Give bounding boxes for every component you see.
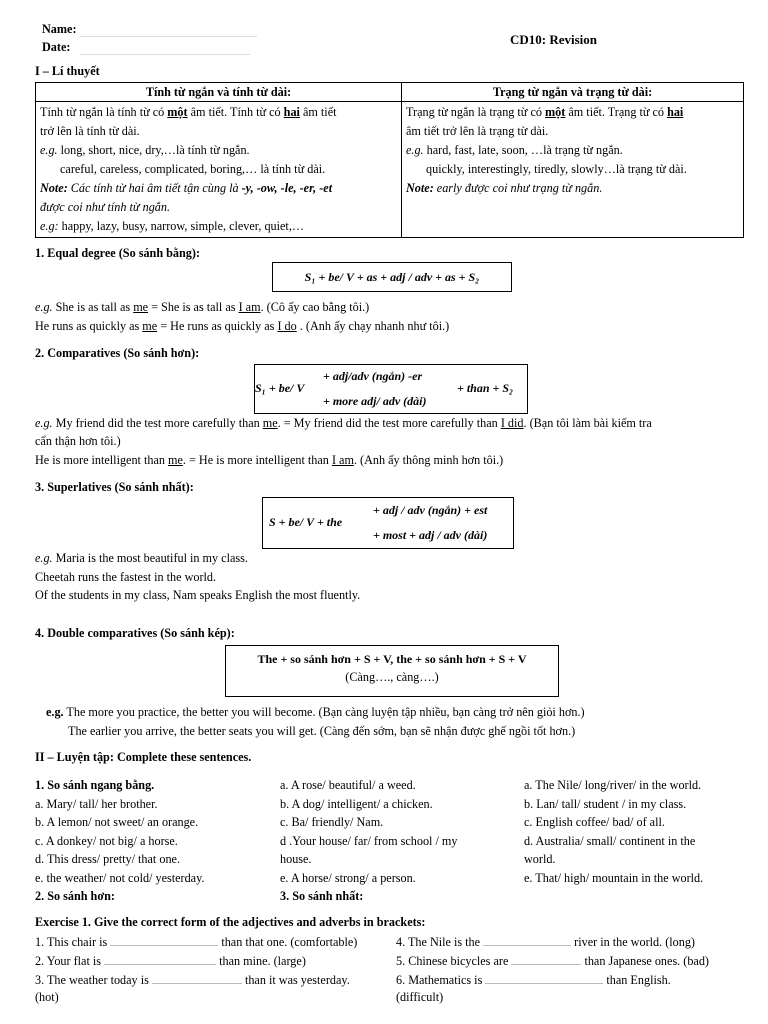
comparative-formula-left: S₁ + be/ V bbox=[255, 381, 305, 395]
date-label: Date: bbox=[42, 40, 71, 54]
adj-line-7: e.g: happy, lazy, busy, narrow, simple, clever, quiet,… bbox=[40, 219, 305, 233]
practice-item: c. Ba/ friendly/ Nam. bbox=[280, 815, 384, 829]
superlative-example-3: Of the students in my class, Nam speaks English the most fluently. bbox=[35, 588, 361, 602]
equal-example-1: e.g. She is as tall as me = She is as tall as I am. (Cô ấy cao bằng tôi.) bbox=[35, 300, 370, 314]
date-field[interactable] bbox=[80, 54, 250, 55]
adj-line-4: careful, careless, complicated, boring,… là tính từ dài. bbox=[60, 162, 326, 176]
comparative-example-2: He is more intelligent than me. = He is more intelligent than I am. (Anh ấy thông minh hơn tôi.) bbox=[35, 453, 504, 467]
practice-item: e. That/ high/ mountain in the world. bbox=[524, 870, 704, 885]
practice-column-1 bbox=[35, 776, 204, 906]
practice-item: d. Australia/ small/ continent in the bbox=[524, 833, 696, 848]
comparative-heading: 2. Comparatives (So sánh hơn): bbox=[35, 346, 200, 360]
adv-line-1: Trạng từ ngắn là trạng từ có một âm tiết. Trạng từ có hai bbox=[406, 105, 684, 119]
equal-heading: 1. Equal degree (So sánh bằng): bbox=[35, 246, 201, 260]
exercise1-heading: Exercise 1. Give the correct form of the adjectives and adverbs in brackets: bbox=[35, 915, 426, 929]
adjectives-header: Tính từ ngắn và tính từ dài: bbox=[36, 83, 402, 102]
equal-formula-box bbox=[272, 262, 512, 292]
adjectives-cell bbox=[36, 102, 402, 238]
answer-blank[interactable] bbox=[110, 934, 218, 946]
equal-example-2: He runs as quickly as me = He runs as quickly as I do . (Anh ấy chạy nhanh như tôi.) bbox=[35, 319, 450, 333]
answer-blank[interactable] bbox=[104, 953, 216, 965]
practice-col2-footer: 3. So sánh nhất: bbox=[280, 889, 364, 903]
exercise1-q4: 4. The Nile is the river in the world. (long) bbox=[396, 935, 695, 949]
practice-item: house. bbox=[280, 852, 312, 866]
double-formula-meaning: (Càng…., càng….) bbox=[345, 670, 439, 684]
exercise1-q3: 3. The weather today is than it was yesterday. bbox=[35, 973, 350, 987]
practice-item: d. This dress/ pretty/ that one. bbox=[35, 852, 180, 866]
comparative-formula-box bbox=[254, 364, 528, 414]
superlative-formula-left: S + be/ V + the bbox=[269, 515, 343, 529]
practice-item: a. The Nile/ long/river/ in the world. bbox=[524, 778, 702, 792]
comparative-formula-bottom: + more adj/ adv (dài) bbox=[323, 394, 427, 408]
practice-item: b. A lemon/ not sweet/ an orange. bbox=[35, 815, 199, 829]
adj-line-2: trở lên là tính từ dài. bbox=[40, 124, 140, 138]
adv-note: Note: early được coi như trạng từ ngắn. bbox=[406, 181, 603, 195]
adj-line-3: e.g. long, short, nice, dry,…là tính từ ngắn. bbox=[40, 143, 250, 157]
practice-item: a. A rose/ beautiful/ a weed. bbox=[280, 778, 416, 792]
practice-item: a. Mary/ tall/ her brother. bbox=[35, 796, 158, 811]
adv-line-3: e.g. hard, fast, late, soon, …là trạng từ ngắn. bbox=[406, 143, 623, 157]
equal-formula: S₁ + be/ V + as + adj / adv + as + S₂ bbox=[304, 270, 480, 284]
answer-blank[interactable] bbox=[152, 972, 242, 984]
adj-line-1: Tính từ ngắn là tính từ có một âm tiết. Tính từ có hai âm tiết bbox=[40, 105, 337, 119]
theory-table bbox=[35, 82, 744, 238]
comparative-example-1-cont: cẩn thận hơn tôi.) bbox=[35, 434, 121, 448]
adv-line-4: quickly, interestingly, tiredly, slowly…là trạng từ dài. bbox=[426, 162, 687, 176]
comparative-formula-right: + than + S₂ bbox=[457, 381, 514, 395]
adverbs-header: Trạng từ ngắn và trạng từ dài: bbox=[402, 83, 744, 102]
practice-col1-title: 1. So sánh ngang bằng. bbox=[35, 778, 155, 792]
superlative-formula-box bbox=[262, 497, 514, 549]
practice-item: b. Lan/ tall/ student / in my class. bbox=[524, 796, 687, 811]
comparative-example-1: e.g. My friend did the test more carefully than me. = My friend did the test more carefully than I did. (Bạn tôi làm bài kiểm tra bbox=[35, 416, 652, 430]
adj-line-6: được coi như tính từ ngắn. bbox=[40, 200, 171, 214]
superlative-example-1: e.g. Maria is the most beautiful in my class. bbox=[35, 551, 248, 565]
adj-note: Note: Các tính từ hai âm tiết tận cùng là -y, -ow, -le, -er, -et bbox=[40, 181, 333, 195]
adverbs-cell bbox=[402, 102, 744, 238]
practice-column-2 bbox=[280, 776, 458, 906]
double-example-1: e.g. The more you practice, the better you will become. (Bạn càng luyện tập nhiều, bạn càng trở nên giỏi hơn.) bbox=[46, 705, 585, 719]
practice-item: e. A horse/ strong/ a person. bbox=[280, 870, 416, 885]
practice-item: world. bbox=[524, 852, 556, 866]
adv-line-2: âm tiết trở lên là trạng từ dài. bbox=[406, 124, 549, 138]
practice-column-3 bbox=[524, 776, 703, 887]
superlative-formula-bottom: + most + adj / adv (dài) bbox=[373, 528, 488, 542]
page-title: CD10: Revision bbox=[510, 32, 598, 47]
superlative-formula-top: + adj / adv (ngắn) + est bbox=[373, 503, 488, 517]
practice-col1-footer: 2. So sánh hơn: bbox=[35, 889, 115, 903]
exercise1-q2: 2. Your flat is than mine. (large) bbox=[35, 954, 306, 968]
exercise1-q6-cont: (difficult) bbox=[396, 990, 444, 1004]
comparative-formula-top: + adj/adv (ngắn) -er bbox=[323, 369, 423, 383]
exercise1-q6: 6. Mathematics is than English. bbox=[396, 973, 671, 987]
practice-item: d .Your house/ far/ from school / my bbox=[280, 833, 458, 848]
name-label: Name: bbox=[42, 22, 77, 36]
practice-heading: II – Luyện tập: Complete these sentences. bbox=[35, 750, 252, 764]
answer-blank[interactable] bbox=[511, 953, 581, 965]
double-heading: 4. Double comparatives (So sánh kép): bbox=[35, 626, 235, 640]
answer-blank[interactable] bbox=[485, 972, 603, 984]
practice-item: c. English coffee/ bad/ of all. bbox=[524, 815, 665, 829]
practice-item: e. the weather/ not cold/ yesterday. bbox=[35, 870, 205, 885]
exercise1-q5: 5. Chinese bicycles are than Japanese ones. (bad) bbox=[396, 954, 709, 968]
theory-heading: I – Lí thuyết bbox=[35, 64, 100, 78]
superlative-heading: 3. Superlatives (So sánh nhất): bbox=[35, 480, 194, 494]
practice-item: c. A donkey/ not big/ a horse. bbox=[35, 833, 178, 848]
superlative-example-2: Cheetah runs the fastest in the world. bbox=[35, 570, 217, 584]
exercise1-q1: 1. This chair is than that one. (comfortable) bbox=[35, 935, 358, 949]
double-example-2: The earlier you arrive, the better seats you will get. (Càng đến sớm, bạn sẽ nhận được ghế ngồi tốt hơn.) bbox=[68, 724, 576, 738]
exercise1-q3-cont: (hot) bbox=[35, 990, 59, 1004]
double-formula-box bbox=[225, 645, 559, 697]
name-field[interactable] bbox=[80, 36, 257, 37]
practice-item: b. A dog/ intelligent/ a chicken. bbox=[280, 796, 433, 811]
answer-blank[interactable] bbox=[483, 934, 571, 946]
double-formula: The + so sánh hơn + S + V, the + so sánh hơn + S + V bbox=[257, 652, 527, 666]
